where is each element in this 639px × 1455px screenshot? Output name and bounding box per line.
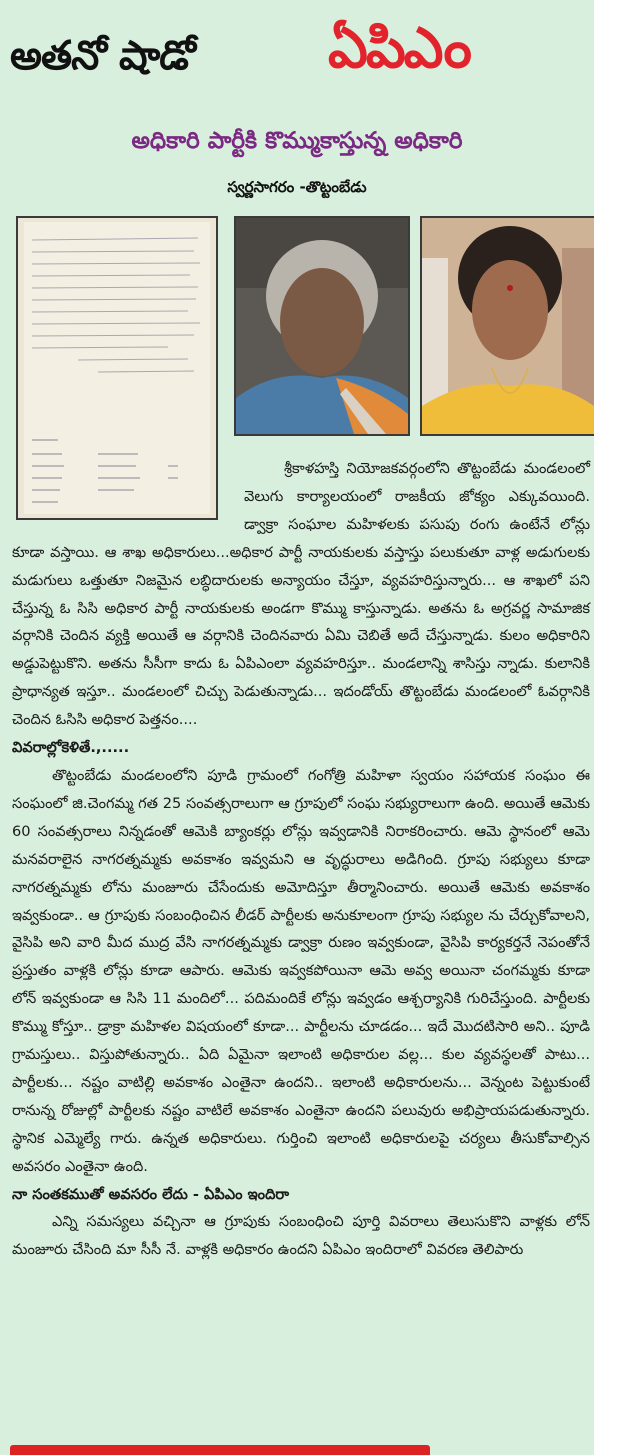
- headline: [10, 14, 590, 94]
- photo-wrap-spacer: [12, 455, 244, 537]
- details-heading: వివరాల్లోకెళితే.,.....: [12, 739, 130, 757]
- headline-black-text: అతనో షాడో: [10, 32, 195, 79]
- quote-heading: నా సంతకముతో అవసరం లేదు - ఏపిఎం ఇందిరా: [12, 1185, 290, 1203]
- headline-red-text: ఏపిఎం: [328, 16, 470, 81]
- byline: స్వర్ణసాగరం -తొట్టంబేడు: [227, 178, 367, 196]
- subheadline: అధికారి పార్టీకి కొమ్ముకాస్తున్న అధికారి: [131, 128, 463, 154]
- article-details: తొట్టంబేడు మండలంలోని పూడి గ్రామంలో గంగోత్రి మహిళా స్వయం సహాయక సంఘం ఈ సంఘంలో జి.చెంగమ్మ గత 25 సంవత్సరాలుగా ఆ గ్రూపులో సంఘ సభ్యురాలుగా ఉంది. అయితే ఆమెకు 60 సంవత్సరాలు నిన్నడంతో ఆమెకి బ్యాంకర్లు లోన్లు ఇవ్వడానికి నిరాకరించారు. ఆమె స్థానంలో ఆమె మనవరాలైన నాగరత్నమ్మకు అవకాశం ఇవ్వమని ఆ వృద్ధురాలు అడిగింది. గ్రూపు సభ్యులు కూడా నాగరత్నమ్మకు లోను మంజూరు చేసేందుకు అమోదిస్తూ తీర్మానించారు. అయితే ఆమెకు అవకాశం ఇవ్వకుండా.. ఆ గ్రూపుకు సంబంధించిన లీడర్ పార్టీలకు అనుకూలంగా గ్రూపు సభ్యుల ను చేర్చుకోవాలని, వైసిపి అని వారి మీద ముద్ర వేసి నాగరత్నమ్మకు డ్వాక్రా రుణం ఇవ్వకుండా, వైసిపి కార్యకర్తనే నెపంతోనే ప్రస్తుతం వాళ్లకి లోన్లు కూడా ఆపారు. ఆమెకు ఇవ్వకపోయినా ఆమె అవ్వ అయినా చంగమ్మకు కూడా లోన్ ఇవ్వకుండా ఆ సిసి 11 మందిలో... పదిమందికే లోన్లు ఇవ్వడం ఆశ్చర్యానికి గురిచేస్తుంది. పార్టీలకు కొమ్ము కోస్తూ.. డ్రాక్రా మహిళల విషయంలో కూడా... పార్టీలను చూడడం... ఇదే మొదటిసారి అని.. పూడి గ్రామస్తులు.. విస్తుపోతున్నారు.. ఏది ఏమైనా ఇలాంటి అధికారుల వల్ల... కుల వ్యవస్థలతో పాటు... పార్టీలకు... నష్టం వాటిల్లి అవకాశం ఎంతైనా ఉందని.. ఇలాంటి అధికారులను... వెన్నంట పెట్టుకుంటే రానున్న రోజుల్లో పార్టీలకు నష్టం వాటిలే అవకాశం ఎంతైనా ఉందని పలువురు అభిప్రాయపడుతున్నారు. స్థానిక ఎమ్మెల్యే గారు. ఉన్నత అధికారులు. గుర్తించి ఇలాంటి అధికారులపై చర్యలు తీసుకోవాల్సిన అవసరం ఎంతైనా ఉంది.: [12, 766, 590, 1175]
- young-woman-photo: [420, 216, 594, 436]
- article-intro: శ్రీకాళహస్తి నియోజకవర్గంలోని తొట్టంబేడు మండలంలో వెలుగు కార్యాలయంలో రాజకీయ జోక్యం ఎక్కువయింది. డ్వాక్రా సంఘాల మహిళలకు పసుపు రంగు ఉంటేనే లోన్లు కూడా వస్తాయి. ఆ శాఖ అధికారులు...అధికార పార్టీ నాయకులకు వస్తాస్తు పలుకుతూ వాళ్ల అడుగులకు మడుగులు ఒత్తుతూ నిజమైన లబ్ధిదారులకు అన్యాయం చేస్తూ, వ్యవహరిస్తున్నారు... ఆ శాఖలో పని చేస్తున్న ఓ సిసి అధికార పార్టీ నాయకులకు అండగా కొమ్ము కాస్తున్నాడు. అతను ఓ అగ్రవర్ణ సామాజిక వర్గానికి చెందిన వ్యక్తి అయితే ఆ వర్గానికి చెందినవారు ఏమి చెబితే అదే చేస్తున్నాడు. కులం అధికారిని అడ్డుపెట్టుకొని. అతను సీసీగా కాదు ఓ ఏపిఎంలా వ్యవహరిస్తూ.. మండలాన్ని శాసిస్తు న్నాడు. కులానికి ప్రాధాన్యత ఇస్తూ.. మండలంలో చిచ్చు పెడుతున్నాడు... ఇదండోయ్ తొట్టంబేడు మండలంలో ఓవర్గానికి చెందిన ఓసిసి అధికార పెత్తనం....: [12, 460, 590, 729]
- next-headline-cutoff: [10, 1436, 430, 1455]
- elderly-woman-photo: [234, 216, 410, 436]
- article-quote: ఎన్ని సమస్యలు వచ్చినా ఆ గ్రూపుకు సంబంధించి పూర్తి వివరాలు తెలుసుకొని వాళ్లకు లోన్ మంజూరు చేసింది మా సీసీ నే. వాళ్లకి అధికారం ఉందని ఏపిఎం ఇందిరాలో వివరణ తెలిపారు: [12, 1213, 590, 1259]
- article-body: [12, 455, 590, 1264]
